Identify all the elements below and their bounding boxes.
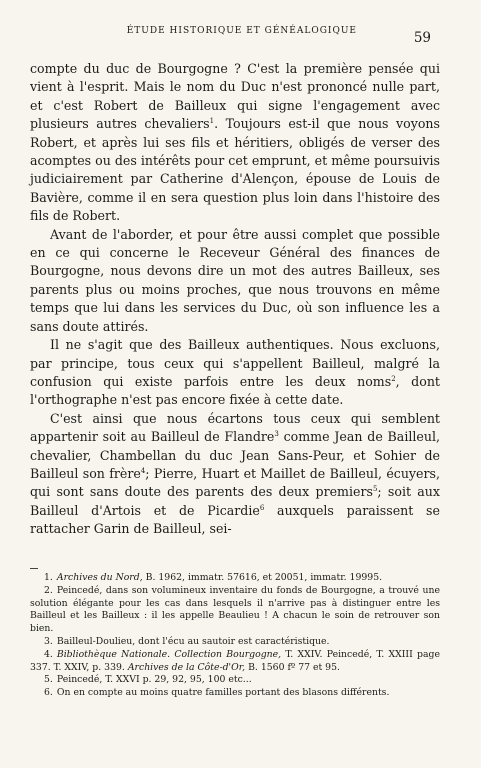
paragraph-4-text-b: comme Jean de Bailleul, chevalier, Chambellan du duc Jean Sans-Peur, et Sohier de Bailleul son frère xyxy=(30,429,440,481)
footnotes xyxy=(30,572,440,700)
footnote-2-text: Peincedé, dans son volumineux inventaire du fonds de Bourgogne, a trouvé une solution élégante pour les cas dans lesquels il n'arrive pas à distinguer entre les Bailleul et les Bailleux : il les appelle Beaulieu ! A chacun le soin de retrouver son bien. xyxy=(30,584,440,635)
footnote-1-text: B. 1962, immatr. 57616, et 20051, immatr. 19995. xyxy=(142,572,383,583)
footnote-3 xyxy=(30,636,440,649)
footnote-ref-6: 6 xyxy=(259,503,265,512)
footnote-5-text: Peincedé, T. XXVI p. 29, 92, 95, 100 etc... xyxy=(56,674,252,686)
paragraph-1-text-a: compte du duc de Bourgogne ? C'est la première pensée qui vient à l'esprit. Mais le nom du Duc n'est prononcé nulle part, et c'est Robert de Bailleux qui signe l'engagement avec plusieurs autres chevaliers xyxy=(30,61,440,132)
footnote-5-number: 5. xyxy=(44,674,53,686)
running-title: ÉTUDE HISTORIQUE ET GÉNÉALOGIQUE xyxy=(126,26,357,36)
footnote-6-text: On en compte au moins quatre familles portant des blasons différents. xyxy=(56,687,390,699)
page-number: 59 xyxy=(413,30,431,46)
footnote-6 xyxy=(30,687,440,700)
footnote-1 xyxy=(30,572,440,585)
footnote-4-text-1: T. XXIV. Peincedé, T. XXIII page 337. T. XXIV, p. 339. xyxy=(30,648,440,673)
footnote-1-source: Archives du Nord, xyxy=(56,572,143,583)
paragraph-1-text-b: . Toujours est-il que nous voyons Robert, et après lui ses fils et héritiers, obligés de verser des acomptes ou des intérêts pour cet emprunt, et même poursuivis judiciairement par Catherine d'Alençon, épouse de Louis de Bavière, comme il en sera question plus loin dans l'histoire des fils de Robert. xyxy=(30,116,441,224)
paragraph-2: Avant de l'aborder, et pour être aussi complet que possible en ce qui concerne le Receveur Général des finances de Bourgogne, nous devons dire un mot des autres Bailleux, ses parents plus ou moins proches, que nous trouvons en même temps que lui dans les services du Duc, où son influence les a sans doute attirés. xyxy=(30,226,440,334)
footnote-2-number: 2. xyxy=(44,584,53,596)
paragraph-4-text-d: ; soit aux Bailleul d'Artois et de Picardie xyxy=(30,484,440,518)
footnote-ref-1: 1 xyxy=(209,117,215,126)
footnote-4-source-1: Bibliothèque Nationale. Collection Bourgogne, xyxy=(56,648,282,660)
footnote-4-text-2: B. 1560 fº 77 et 95. xyxy=(245,661,340,673)
footnote-ref-5: 5 xyxy=(372,485,378,494)
footnote-ref-2: 2 xyxy=(391,374,396,383)
footnote-2 xyxy=(30,585,440,636)
footnote-ref-3: 3 xyxy=(274,430,279,439)
footnote-4-source-2: Archives de la Côte-d'Or, xyxy=(127,661,246,673)
footnote-3-number: 3. xyxy=(44,635,53,647)
paragraph-4 xyxy=(30,410,440,539)
paragraph-3-text-a: Il ne s'agit que des Bailleux authentiques. Nous excluons, par principe, tous ceux qui s'appellent Bailleul, malgré la confusion qui existe parfois entre les deux noms xyxy=(30,337,440,389)
paragraph-4-text-c: ; Pierre, Huart et Maillet de Bailleul, écuyers, qui sont sans doute des parents des deux premiers xyxy=(30,465,440,500)
paragraph-4-text-e: auxquels paraissent se rattacher Garin de Bailleul, sei- xyxy=(30,502,440,537)
footnote-separator xyxy=(30,568,38,569)
footnote-6-number: 6. xyxy=(44,687,53,699)
footnote-ref-4: 4 xyxy=(140,466,146,475)
paragraph-1 xyxy=(30,60,440,226)
body-text xyxy=(30,60,440,539)
footnote-4-number: 4. xyxy=(44,648,53,660)
paragraph-3 xyxy=(30,336,440,410)
footnote-3-text: Bailleul-Doulieu, dont l'écu au sautoir est caractéristique. xyxy=(56,635,330,647)
footnote-1-number: 1. xyxy=(44,572,53,583)
footnote-5 xyxy=(30,674,440,687)
paragraph-4-text-a: C'est ainsi que nous écartons tous ceux qui semblent appartenir soit au Bailleul de Flandre xyxy=(30,410,440,445)
footnote-4 xyxy=(30,649,440,675)
paragraph-3-text-b: , dont l'orthographe n'est pas encore fixée à cette date. xyxy=(30,373,440,408)
running-header xyxy=(30,26,415,36)
